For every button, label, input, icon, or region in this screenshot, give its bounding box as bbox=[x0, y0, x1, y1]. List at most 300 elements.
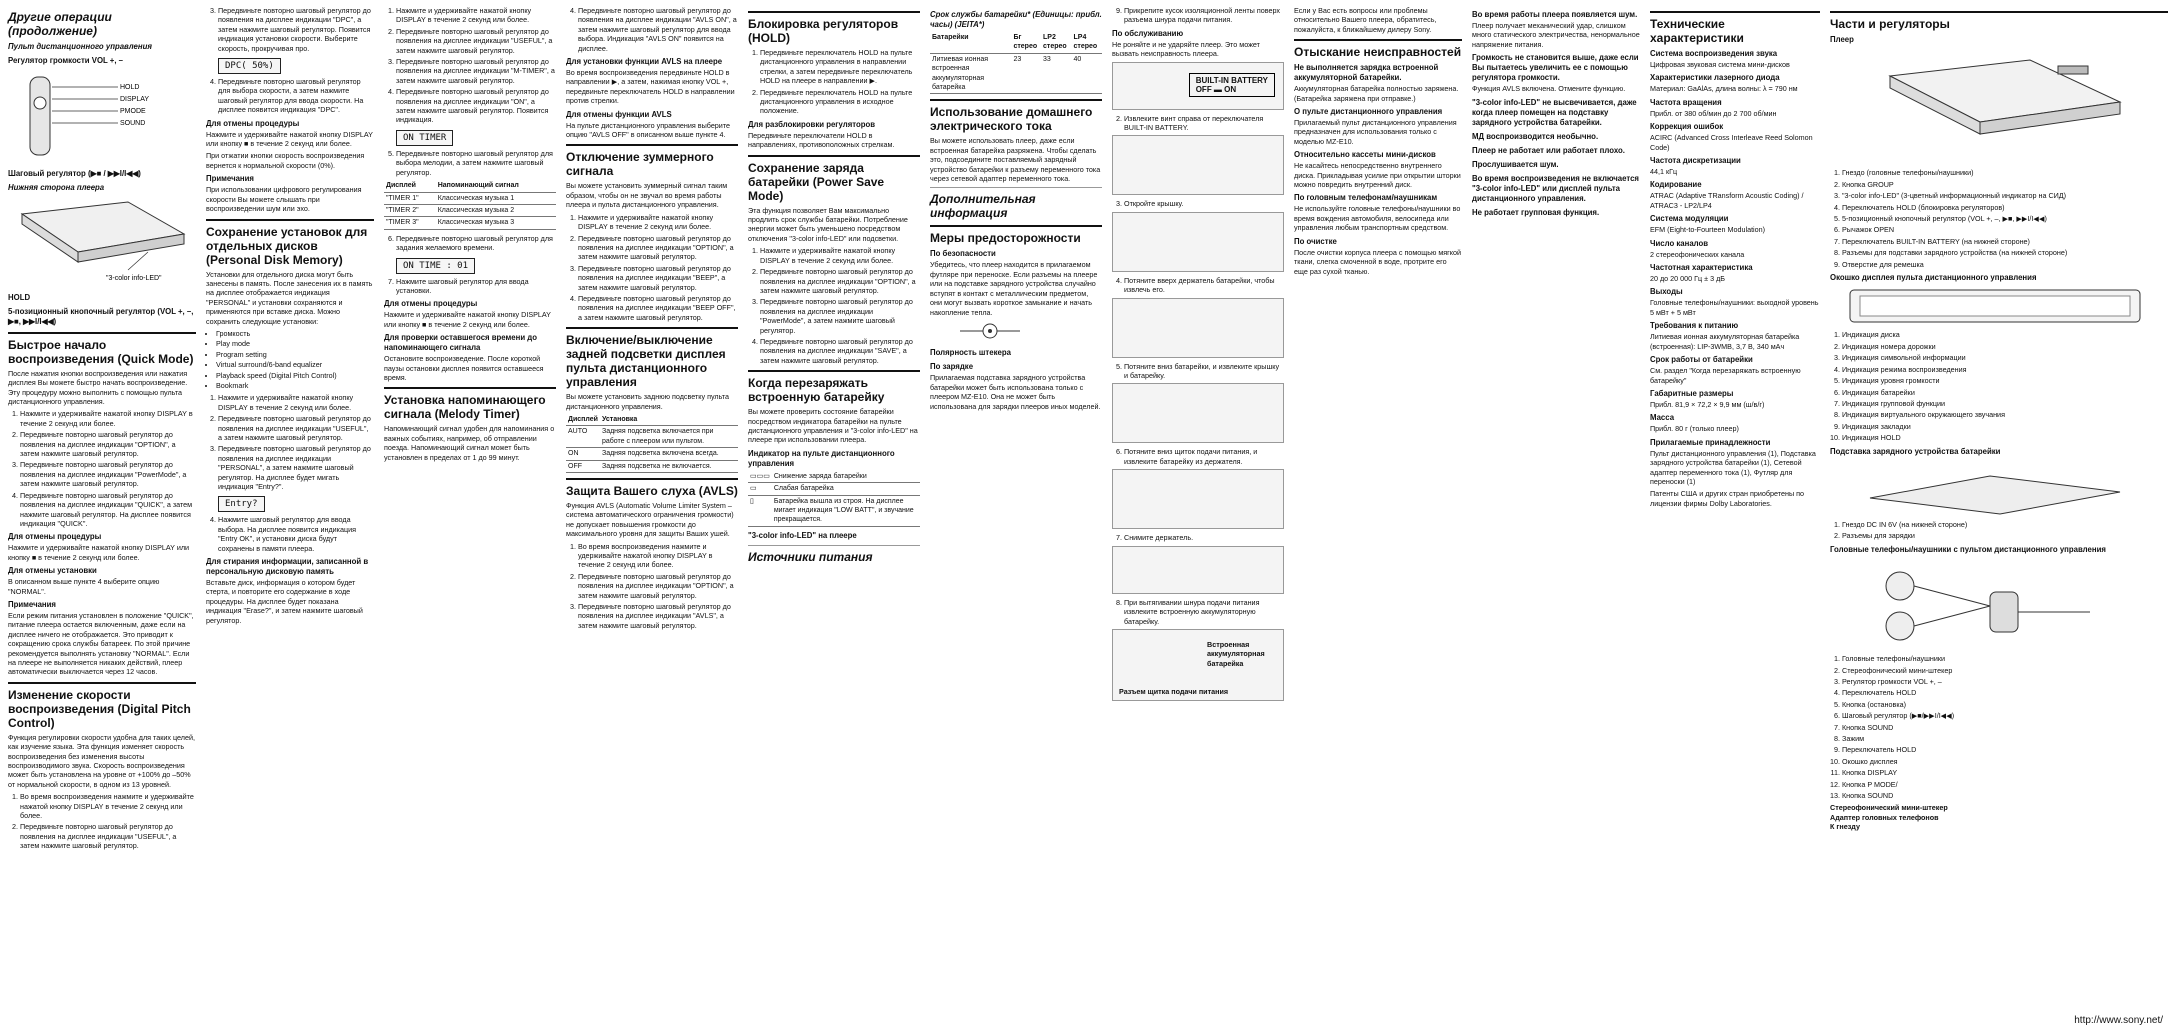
column-8 bbox=[1290, 6, 1466, 1026]
notes-text: Если режим питания установлен в положение "QUICK", питание плеера остается включенным, даже если на дисплее ничего не отображается. Это приводит к сокращению срока службы батареек. По этой причине рекомендуется выполнять установку "NORMAL". Если на плеере не выполняется никаких действий, плеер автоматически выключается через 12 часов. bbox=[8, 610, 194, 677]
spec-heading: Система воспроизведения звука bbox=[1650, 49, 1778, 58]
table-row bbox=[930, 53, 1102, 94]
spec-value: ATRAC (Adaptive TRansform Acoustic Coding) / ATRAC3 - LP2/LP4 bbox=[1650, 191, 1804, 210]
trouble-text: Аккумуляторная батарейка полностью заряжена. (Батарейка заряжена при отправке.) bbox=[1294, 84, 1459, 103]
table-cell: Классическая музыка 1 bbox=[436, 192, 556, 204]
notes-heading: Примечания bbox=[8, 599, 56, 609]
remote-part-item: 4. Переключатель HOLD bbox=[1842, 688, 2168, 697]
table-cell: 23 bbox=[1011, 53, 1041, 94]
removal-step: 4. Потяните вверх держатель батарейки, чтобы извлечь его. bbox=[1124, 276, 1284, 295]
memory-step: 3. Передвиньте повторно шаговый регулятор до появления на дисплее индикации "PERSONAL", а затем нажмите шаговый регулятор. На дисплее будет мигать индикация "Entry?". bbox=[218, 444, 374, 491]
remote-display-illustration bbox=[1830, 284, 2166, 328]
display-part-item: 4. Индикация режима воспроизведения bbox=[1842, 365, 2168, 374]
spec-list bbox=[1650, 49, 1820, 486]
window-heading: Окошко дисплея пульта дистанционного управления bbox=[1830, 273, 2037, 283]
pitch-steps bbox=[8, 792, 196, 850]
more-info-title: Дополнительная информация bbox=[930, 192, 1036, 221]
table-cell: 40 bbox=[1072, 53, 1103, 94]
dpc-steps-2 bbox=[206, 77, 374, 115]
trouble-heading: МД воспроизводится необычно. bbox=[1472, 131, 1599, 141]
avls-set-heading: Для установки функции AVLS на плеере bbox=[566, 57, 723, 67]
lcd-dpc: DPC( 50%) bbox=[218, 58, 281, 74]
column-5 bbox=[744, 6, 924, 1026]
table-cell: Классическая музыка 2 bbox=[436, 204, 556, 216]
memory-step: 1. Нажмите и удерживайте нажатой кнопку DISPLAY в течение 2 секунд или более. bbox=[218, 393, 374, 412]
table-cell: AUTO bbox=[566, 426, 600, 448]
table-row bbox=[384, 192, 556, 204]
backlight-table bbox=[566, 414, 738, 473]
player-items bbox=[1830, 168, 2168, 269]
trouble-heading: Плеер не работает или работает плохо. bbox=[1472, 145, 1625, 155]
hold-step: 1. Передвиньте переключатель HOLD на пульте дистанционного управления в направлении стрелки, а затем передвиньте переключатель HOLD на плеере в направлении ▶. bbox=[760, 48, 920, 86]
table-header: LP2 стерео bbox=[1041, 32, 1071, 53]
avls-step-item: 3. Передвиньте повторно шаговый регулятор до появления на дисплее индикации "AVLS", а затем нажмите шаговый регулятор. bbox=[578, 602, 738, 630]
avls-text: Функция AVLS (Automatic Volume Limiter System – система автоматического ограничения громкости) не допускает повышения громкости до максимального уровня для защиты Ваших ушей. bbox=[566, 501, 734, 539]
hold-label-2: HOLD bbox=[8, 292, 31, 302]
unlock-heading: Для разблокировки регуляторов bbox=[748, 119, 876, 129]
spec-heading: Частотная характеристика bbox=[1650, 263, 1753, 273]
removal-steps-6 bbox=[1112, 533, 1284, 542]
quick-mode-text: После нажатия кнопки воспроизведения или нажатия дисплея Вы можете быстро начать воспроизведение. Эту процедуру можно выполнить с помощью пульта дистанционного управления. bbox=[8, 368, 188, 407]
home-current-title: Использование домашнего электрического тока bbox=[930, 105, 1093, 134]
player-part-item: 8. Разъемы для подставки зарядного устройства (на нижней стороне) bbox=[1842, 248, 2168, 257]
rc-heading: Головные телефоны/наушники с пультом дистанционного управления bbox=[1830, 544, 2106, 554]
removal-steps-5 bbox=[1112, 447, 1284, 466]
melody-table bbox=[384, 180, 556, 230]
notes-heading: Примечания bbox=[206, 174, 254, 184]
column-3 bbox=[380, 6, 560, 1026]
spec-value: Прибл. 81,9 × 72,2 × 9,9 мм (ш/в/г) bbox=[1650, 399, 1765, 409]
timer-steps bbox=[384, 6, 556, 125]
table-cell: ON bbox=[566, 448, 600, 460]
battery-life-table bbox=[930, 32, 1102, 94]
trouble-text: После очистки корпуса плеера с помощью мягкой ткани, слегка смоченной в воде, протрите его еще раз сухой тканью. bbox=[1294, 247, 1462, 276]
trouble-text: Не касайтесь непосредственно внутреннего диска. Прикладывая усилие при открытии шторки можно повредить внутренний диск. bbox=[1294, 161, 1461, 190]
column-10 bbox=[1646, 6, 1824, 1026]
quick-step: 4. Передвиньте повторно шаговый регулятор до появления на дисплее индикации "QUICK", а затем нажмите шаговый регулятор. На дисплее появится индикация "QUICK". bbox=[20, 491, 196, 529]
column-7 bbox=[1108, 6, 1288, 1026]
memory-list bbox=[206, 329, 374, 390]
table-header: LP4 стерео bbox=[1072, 32, 1103, 53]
spec-heading: Выходы bbox=[1650, 287, 1683, 297]
beep-title: Отключение зуммерного сигнала bbox=[566, 150, 714, 179]
avls-set-text: Во время воспроизведения передвиньте HOLD в направлении ▶, а затем, нажимая кнопку VOL +, передвиньте переключатель HOLD в направлении против стрелки. bbox=[566, 68, 735, 106]
memory-item: • Playback speed (Digital Pitch Control) bbox=[216, 371, 374, 380]
spec-value: Литиевая ионная аккумуляторная батарейка (встроенная): LIP-3WMB, 3,7 В, 340 мАч bbox=[1650, 332, 1800, 351]
remote-part-item: 10. Окошко дисплея bbox=[1842, 757, 2168, 766]
avls-steps bbox=[566, 542, 738, 631]
erase-text: Вставьте диск, информация о котором будет стерта, и повторите его содержание в ходе процедуры. На дисплее будет показана индикация "Erase?", и затем нажмите шаговый регулятор. bbox=[206, 578, 363, 625]
remote-part-item: 6. Шаговый регулятор (▶■/▶▶I/I◀◀) bbox=[1842, 711, 2168, 720]
battery-low-icon: ▭ bbox=[748, 483, 772, 495]
beep-step: 2. Передвиньте повторно шаговый регулятор до появления на дисплее индикации "OPTION", а затем нажмите шаговый регулятор. bbox=[578, 234, 738, 262]
spec-heading: Срок работы от батарейки bbox=[1650, 355, 1753, 365]
spec-heading: Кодирование bbox=[1650, 180, 1702, 190]
column-11 bbox=[1826, 6, 2172, 1026]
table-cell: Батарейка вышла из строя. На дисплее мигает индикация "LOW BATT", и звучание прекращается. bbox=[772, 495, 920, 526]
player-part-item: 4. Переключатель HOLD (блокировка регуляторов) bbox=[1842, 203, 2168, 212]
volume-label: Регулятор громкости VOL +, – bbox=[8, 56, 124, 65]
column-4 bbox=[562, 6, 742, 1026]
quick-step: 1. Нажмите и удерживайте нажатой кнопку DISPLAY в течение 2 секунд или более. bbox=[20, 409, 196, 428]
charge-title: Когда перезаряжать встроенную батарейку bbox=[748, 376, 885, 405]
remote-part-item: 11. Кнопка DISPLAY bbox=[1842, 768, 2168, 777]
spec-heading: Коррекция ошибок bbox=[1650, 122, 1724, 132]
remote-part-item: 7. Кнопка SOUND bbox=[1842, 723, 2168, 732]
lcd-entry: Entry? bbox=[218, 496, 265, 512]
cancel2-text: В описанном выше пункте 4 выберите опцию "NORMAL". bbox=[8, 577, 160, 596]
removal-step: 6. Потяните вниз щиток подачи питания, и извлеките батарейку из держателя. bbox=[1124, 447, 1284, 466]
player-part-item: 3. "3-color info-LED" (3-цветный информационный индикатор на СИД) bbox=[1842, 191, 2168, 200]
spec-value: Головные телефоны/наушники: выходной уровень 5 мВт + 5 мВт bbox=[1650, 298, 1819, 317]
step-figure bbox=[1112, 298, 1284, 358]
pitch-title: Изменение скорости воспроизведения (Digital Pitch Control) bbox=[8, 687, 191, 730]
player-part-item: 2. Кнопка GROUP bbox=[1842, 180, 2168, 189]
trouble-text: Прилагаемый пульт дистанционного управления предназначен для использования только с моделью MZ-E10. bbox=[1294, 118, 1457, 146]
trouble-text: Плеер получает механический удар, слишком много статического электричества, ненормальное напряжение питания. bbox=[1472, 21, 1640, 49]
timer-steps-2 bbox=[384, 149, 556, 177]
table-cell: 33 bbox=[1041, 53, 1071, 94]
trouble-heading: Громкость не становится выше, даже если Вы пытаетесь увеличить ее с помощью регулятора громкости. bbox=[1472, 53, 1639, 83]
remote-part-item: 9. Переключатель HOLD bbox=[1842, 745, 2168, 754]
table-header: Установка bbox=[600, 414, 738, 426]
melody-text: Напоминающий сигнал удобен для напоминания о важных событиях, например, об отправлении поезда. Напоминающий сигнал может быть установлен в пределах от 1 до 99 минут. bbox=[384, 424, 555, 462]
beep-steps bbox=[566, 213, 738, 322]
column-9 bbox=[1468, 6, 1644, 1026]
removal-steps-4 bbox=[1112, 362, 1284, 381]
table-cell: Литиевая ионная встроенная аккумуляторная батарейка bbox=[930, 53, 1011, 94]
battery-figure bbox=[1112, 629, 1284, 701]
table-header: Напоминающий сигнал bbox=[436, 180, 556, 192]
display-label: DISPLAY bbox=[120, 96, 150, 103]
memory-item: • Play mode bbox=[216, 339, 374, 348]
display-part-item: 1. Индикация диска bbox=[1842, 330, 2168, 339]
backlight-title: Включение/выключение задней подсветки дисплея пульта дистанционного управления bbox=[566, 333, 726, 390]
cancel-text: Нажмите и удерживайте нажатой кнопку DISPLAY или кнопку ■ в течение 2 секунд или более. bbox=[384, 310, 551, 329]
remote-caption: Пульт дистанционного управления bbox=[8, 42, 152, 51]
connector-label: Разъем щитка подачи питания bbox=[1119, 686, 1229, 696]
table-header: Батарейки bbox=[930, 32, 1011, 53]
remote-part-item: 13. Кнопка SOUND bbox=[1842, 791, 2168, 800]
removal-step: 8. При вытягивании шнура подачи питания извлеките встроенную аккумуляторную батарейку. bbox=[1124, 598, 1284, 626]
trouble-heading: Во время воспроизведения не включается "3-color info-LED" или дисплей пульта дистанционного управления. bbox=[1472, 173, 1639, 203]
table-cell: Задняя подсветка включается при работе с плеером или пультом. bbox=[600, 426, 738, 448]
table-row bbox=[566, 460, 738, 472]
spec-heading: Система модуляции bbox=[1650, 214, 1729, 224]
power-save-step: 2. Передвиньте повторно шаговый регулятор до появления на дисплее индикации "OPTION", а затем нажмите шаговый регулятор. bbox=[760, 267, 920, 295]
safety-heading: По безопасности bbox=[930, 249, 996, 259]
erase-heading: Для стирания информации, записанной в персональную дисковую память bbox=[206, 557, 369, 577]
info-text: При отжатии кнопки скорость воспроизведения вернется к нормальной скорости (0%). bbox=[206, 151, 365, 170]
removal-steps-2 bbox=[1112, 199, 1284, 208]
column-6 bbox=[926, 6, 1106, 1026]
table-cell: Снижение заряда батарейки bbox=[772, 471, 920, 483]
spec-value: ACIRC (Advanced Cross Interleave Reed Solomon Code) bbox=[1650, 133, 1813, 152]
sound-label: SOUND bbox=[120, 120, 146, 127]
memory-item: • Bookmark bbox=[216, 381, 374, 390]
avls-off-text: На пульте дистанционного управления выберите опцию "AVLS OFF" в описанном выше пункте 4. bbox=[566, 120, 731, 140]
power-save-steps bbox=[748, 246, 920, 365]
check-text: Остановите воспроизведение. После короткой паузы остановки дисплея появится оставшееся время. bbox=[384, 354, 544, 382]
step-figure bbox=[1112, 469, 1284, 529]
table-row bbox=[566, 448, 738, 460]
tape-step-item: 9. Прикрепите кусок изоляционной ленты поверх разъема шнура подачи питания. bbox=[1124, 6, 1284, 25]
remote-part-item: 1. Головные телефоны/наушники bbox=[1842, 654, 2168, 663]
table-cell: Слабая батарейка bbox=[772, 483, 920, 495]
specs-title: Технические характеристики bbox=[1650, 17, 1744, 45]
spec-value: 44,1 кГц bbox=[1650, 167, 1678, 177]
memory-step: 2. Передвиньте повторно шаговый регулятор до появления на дисплее индикации "USEFUL", а затем нажмите шаговый регулятор. bbox=[218, 414, 374, 442]
player-part-item: 7. Переключатель BUILT-IN BATTERY (на нижней стороне) bbox=[1842, 237, 2168, 246]
table-cell: "TIMER 1" bbox=[384, 192, 436, 204]
hold-steps bbox=[748, 48, 920, 116]
removal-step: 2. Извлеките винт справа от переключателя BUILT-IN BATTERY. bbox=[1124, 114, 1284, 133]
beep-step: 1. Нажмите и удерживайте нажатой кнопку DISPLAY в течение 2 секунд или более. bbox=[578, 213, 738, 232]
notes-text: При использовании цифрового регулирования скорости Вы можете слышать при воспроизведении шум или эхо. bbox=[206, 185, 362, 214]
memory-item: • Virtual surround/6-band equalizer bbox=[216, 360, 374, 369]
pitch-step: 1. Во время воспроизведения нажмите и удерживайте нажатой кнопку DISPLAY в течение 2 секунд или более. bbox=[20, 792, 196, 820]
table-row bbox=[566, 426, 738, 448]
pitch-step: 2. Передвиньте повторно шаговый регулятор до появления на дисплее индикации "USEFUL", а затем нажмите шаговый регулятор. bbox=[20, 822, 196, 850]
pmode-label: PMODE bbox=[120, 108, 146, 115]
removal-steps bbox=[1112, 114, 1284, 133]
timer-step: 6. Передвиньте повторно шаговый регулятор для задания желаемого времени. bbox=[396, 234, 556, 253]
table-cell: Классическая музыка 3 bbox=[436, 217, 556, 229]
battery-switch-figure bbox=[1112, 62, 1284, 110]
remote-part-item: 8. Зажим bbox=[1842, 734, 2168, 743]
quick-steps bbox=[8, 409, 196, 528]
rc-items bbox=[1830, 654, 2168, 800]
parts-title: Части и регуляторы bbox=[1830, 17, 1950, 31]
cancel-heading: Для отмены процедуры bbox=[206, 118, 300, 128]
lcd-on-time: ON TIME : 01 bbox=[396, 258, 475, 274]
battery-label: Встроенная аккумуляторная батарейка bbox=[1207, 639, 1265, 668]
display-part-item: 10. Индикация HOLD bbox=[1842, 433, 2168, 442]
table-cell: "TIMER 3" bbox=[384, 217, 436, 229]
trouble-heading: Прослушивается шум. bbox=[1472, 159, 1559, 169]
player-bottom-illustration bbox=[8, 194, 196, 286]
trouble-heading: Не работает групповая функция. bbox=[1472, 207, 1600, 217]
player-part-item: 6. Рычажок OPEN bbox=[1842, 225, 2168, 234]
spec-value: Прибл. 80 г (только плеер) bbox=[1650, 424, 1739, 434]
display-part-item: 8. Индикация виртуального окружающего звучания bbox=[1842, 410, 2168, 419]
remote-control-illustration bbox=[8, 67, 196, 163]
table-row bbox=[748, 483, 920, 495]
removal-step: 5. Потяните вниз батарейки, и извлеките крышку и батарейку. bbox=[1124, 362, 1284, 381]
charge-text: Прилагаемая подставка зарядного устройства батарейки может быть использована только с плеером MZ-E10. Она не может быть использована для зарядки плееров иных моделей. bbox=[930, 373, 1101, 411]
trouble-heading: О пульте дистанционного управления bbox=[1294, 107, 1443, 117]
hold-title: Блокировка регуляторов (HOLD) bbox=[748, 17, 899, 45]
remote-part-item: 12. Кнопка P MODE/ bbox=[1842, 780, 2168, 789]
battery-indicator-table bbox=[748, 471, 920, 527]
table-row bbox=[748, 471, 920, 483]
charge-text: Вы можете проверить состояние батарейки посредством индикатора батарейки на пульте дистанционного управления и "3-color info-LED" на плеере при использовании плеера. bbox=[748, 407, 918, 445]
trouble-text: Функция AVLS включена. Отмените функцию. bbox=[1472, 84, 1626, 94]
spec-value: Цифровая звуковая система мини-дисков bbox=[1650, 60, 1790, 69]
spec-value: Материал: GaAlAs, длина волны: λ = 790 нм bbox=[1650, 84, 1798, 94]
display-part-item: 6. Индикация батарейки bbox=[1842, 388, 2168, 397]
memory-text: Установки для отдельного диска могут быть занесены в память. После занесения их в память на дисплее отображается индикация "PERSONAL" и установки сохраняются и применяются при вставке диска. Можно сохранить следующие установки: bbox=[206, 269, 373, 326]
cancel2-heading: Для отмены установки bbox=[8, 566, 97, 576]
column-1 bbox=[4, 6, 200, 1026]
trouble-heading: "3-color info-LED" не высвечивается, даже когда плеер помещен на подставку зарядного устройства батарейки. bbox=[1472, 97, 1637, 127]
led-label: "3-color info-LED" bbox=[106, 275, 162, 283]
built-in-battery-switch: BUILT-IN BATTERY OFF ▬ ON bbox=[1189, 73, 1275, 98]
headphones-remote-illustration bbox=[1830, 556, 2166, 652]
player-part-item: 9. Отверстие для ремешка bbox=[1842, 260, 2168, 269]
step-figure bbox=[1112, 135, 1284, 195]
timer-step: 5. Передвиньте повторно шаговый регулятор для выбора мелодии, а затем нажмите шаговый регулятор. bbox=[396, 149, 556, 177]
timer-steps-3 bbox=[384, 234, 556, 253]
home-current-text: Вы можете использовать плеер, даже если встроенная батарейка разряжена. Чтобы сделать это, подсоедините поставляемый зарядный устройство батарейки к разъему переменного тока через сетевой адаптер переменного тока. bbox=[930, 136, 1101, 184]
care-text: Не роняйте и не ударяйте плеер. Это может вызвать неисправность плеера. bbox=[1112, 39, 1260, 59]
battery-life-heading: Срок службы батарейки* (Единицы: прибл. часы) (JEITA*) bbox=[930, 10, 1102, 29]
removal-steps-7 bbox=[1112, 598, 1284, 626]
hold-step: 2. Передвиньте переключатель HOLD на пульте дистанционного управления в исходное положение. bbox=[760, 88, 920, 116]
led2-heading: "3-color info-LED" на плеере bbox=[748, 530, 857, 540]
window-items bbox=[1830, 330, 2168, 442]
dpc-step: 3. Передвиньте повторно шаговый регулятор до появления на дисплее индикации "DPC", а затем нажмите шаговый регулятор. Появится индикация установки скорости. Выберите скорость, прокручивая про. bbox=[218, 6, 374, 53]
patents-text: Патенты США и других стран приобретены по лицензии фирмы Dolby Laboratories. bbox=[1650, 489, 1805, 508]
avls-off-heading: Для отмены функции AVLS bbox=[566, 109, 672, 119]
player-illustration bbox=[1830, 46, 2166, 166]
cancel-text: Нажмите и удерживайте нажатой кнопку DISPLAY или кнопку ■ в течение 2 секунд или более. bbox=[206, 129, 373, 149]
dpc-step: 4. Передвиньте повторно шаговый регулятор для выбора скорости, а затем нажмите шаговый регулятор для ввода скорости. На дисплее появится индикация "DPC". bbox=[218, 77, 374, 115]
display-part-item: 2. Индикация номера дорожки bbox=[1842, 342, 2168, 351]
spec-heading: Частота дискретизации bbox=[1650, 156, 1741, 166]
avls-step-item: 4. Передвиньте повторно шаговый регулятор до появления на дисплее индикации "AVLS ON", а затем нажмите шаговый регулятор для ввода выбора. Индикация "AVLS ON" появится на дисплее. bbox=[578, 6, 738, 53]
power-save-step: 4. Передвиньте повторно шаговый регулятор до появления на дисплее индикации "SAVE", а затем нажмите шаговый регулятор. bbox=[760, 337, 920, 365]
player-part-item: 1. Гнездо (головные телефоны/наушники) bbox=[1842, 168, 2168, 177]
player-heading: Плеер bbox=[1830, 35, 1854, 44]
trouble-heading: По очистке bbox=[1294, 236, 1337, 246]
battery-empty-icon: ▯ bbox=[748, 495, 772, 526]
spec-value: 2 стереофонических канала bbox=[1650, 249, 1745, 259]
avls-step bbox=[566, 6, 738, 53]
table-header: Дисплей bbox=[384, 180, 436, 192]
quick-step: 2. Передвиньте повторно шаговый регулятор до появления на дисплее индикации "OPTION", а затем нажмите шаговый регулятор. bbox=[20, 430, 196, 458]
battery-full-icon: ▭▭▭ bbox=[748, 471, 772, 483]
table-header: Дисплей bbox=[566, 414, 600, 426]
switch-title: BUILT-IN BATTERY bbox=[1195, 75, 1268, 85]
memory-item: • Громкость bbox=[216, 329, 374, 338]
backlight-text: Вы можете установить заднюю подсветку пульта дистанционного управления. bbox=[566, 392, 730, 411]
avls-step-item: 2. Передвиньте повторно шаговый регулятор до появления на дисплее индикации "OPTION", а затем нажмите шаговый регулятор. bbox=[578, 572, 738, 600]
timer-step: 1. Нажмите и удерживайте нажатой кнопку DISPLAY в течение 2 секунд или более. bbox=[396, 6, 556, 25]
quick-mode-title: Быстрое начало воспроизведения (Quick Mode) bbox=[8, 337, 194, 366]
display-part-item: 7. Индикация групповой функции bbox=[1842, 399, 2168, 408]
bottom-caption: Нижняя сторона плеера bbox=[8, 183, 105, 193]
pitch-text: Функция регулировки скорости удобна для таких целей, как изучение языка. Эта функция изменяет скорость воспроизведения без изменения высоты воспроизводимого звука. Скорость воспроизведения может быть установлена на уровне от +100% до –50% от нормальной скорости, в одном из 13 уровней. bbox=[8, 732, 195, 789]
knob5-label: 5-позиционный кнопочный регулятор (VOL +, –, ▶■, ▶▶I/I◀◀) bbox=[8, 306, 194, 326]
hold-label: HOLD bbox=[120, 84, 140, 91]
display-part-item: 5. Индикация уровня громкости bbox=[1842, 376, 2168, 385]
step-figure bbox=[1112, 546, 1284, 594]
section-title: Другие операции (продолжение) bbox=[8, 10, 112, 38]
trouble-text: Не используйте головные телефоны/наушники во время вождения автомобиля, велосипеда или управления любым транспортным средством. bbox=[1294, 204, 1461, 233]
remote-part-item: 2. Стереофонический мини-штекер bbox=[1842, 666, 2168, 675]
removal-steps-3 bbox=[1112, 276, 1284, 295]
sony-url: http://www.sony.net/ bbox=[2074, 1015, 2163, 1026]
timer-steps-4 bbox=[384, 277, 556, 296]
safety-text: Убедитесь, что плеер находится в прилагаемом футляре при переноске. Если разъемы на плеере или на подставке зарядного устройства случайно вступят в контакт с металлическим предметом, они могут вызвать короткое замыкание и начать накопление тепла. bbox=[930, 260, 1098, 317]
knob-label: Шаговый регулятор (▶■ / ▶▶I/I◀◀) bbox=[8, 169, 141, 179]
spec-value: Прибл. от 380 об/мин до 2 700 об/мин bbox=[1650, 108, 1777, 118]
power-sources-title: Источники питания bbox=[748, 549, 873, 564]
spec-value: См. раздел "Когда перезаряжать встроенную батарейку" bbox=[1650, 366, 1801, 385]
memory-title: Сохранение установок для отдельных дисков (Personal Disk Memory) bbox=[206, 224, 368, 267]
switch-off-label: OFF bbox=[1195, 85, 1212, 95]
remote-part-item: 5. Кнопка (остановка) bbox=[1842, 700, 2168, 709]
melody-title: Установка напоминающего сигнала (Melody Timer) bbox=[384, 393, 546, 422]
polarity-label: Полярность штекера bbox=[930, 348, 1011, 358]
memory-steps bbox=[206, 393, 374, 491]
table-row bbox=[384, 204, 556, 216]
avls-step-item: 1. Во время воспроизведения нажмите и удерживайте нажатой кнопку DISPLAY в течение 2 секунд или более. bbox=[578, 542, 738, 570]
trouble-heading: Не выполняется зарядка встроенной аккумуляторной батарейки. bbox=[1294, 63, 1439, 83]
spec-heading: Характеристики лазерного диода bbox=[1650, 73, 1780, 83]
trouble-heading: По головным телефонам/наушникам bbox=[1294, 193, 1438, 203]
timer-step: 2. Передвиньте повторно шаговый регулятор до появления на дисплее индикации "USEFUL", а затем нажмите шаговый регулятор. bbox=[396, 27, 556, 55]
remote-part-item: 3. Регулятор громкости VOL +, – bbox=[1842, 677, 2168, 686]
adapter-label: Стереофонический мини-штекер bbox=[1830, 803, 1948, 813]
table-row bbox=[384, 217, 556, 229]
removal-step: 7. Снимите держатель. bbox=[1124, 533, 1284, 542]
spec-value: EFM (Eight-to-Fourteen Modulation) bbox=[1650, 225, 1766, 235]
stand-heading: Подставка зарядного устройства батарейки bbox=[1830, 446, 2001, 456]
plug-label: К гнезду bbox=[1830, 822, 1860, 832]
cancel-heading: Для отмены процедуры bbox=[384, 299, 478, 309]
table-cell: "TIMER 2" bbox=[384, 204, 436, 216]
power-save-text: Эта функция позволяет Вам максимально продлить срок службы батарейки. Потребление энергии может быть уменьшено посредством отключения "3-color info-LED" или подсветки. bbox=[748, 205, 908, 243]
troubleshooting-title: Отыскание неисправностей bbox=[1294, 45, 1462, 60]
trouble-heading: Относительно кассеты мини-дисков bbox=[1294, 150, 1436, 160]
timer-step: 3. Передвиньте повторно шаговый регулятор до появления на дисплее индикации "M-TIMER", а затем нажмите шаговый регулятор. bbox=[396, 57, 556, 85]
trouble-heading: Во время работы плеера появляется шум. bbox=[1472, 10, 1638, 19]
tape-step bbox=[1112, 6, 1284, 25]
spec-heading: Масса bbox=[1650, 413, 1675, 423]
unlock-text: Передвиньте переключатели HOLD в направлениях, противоположных стрелкам. bbox=[748, 130, 895, 150]
display-part-item: 9. Индикация закладки bbox=[1842, 422, 2168, 431]
timer-step: 4. Передвиньте повторно шаговый регулятор до появления на дисплее индикации "ON", а затем нажмите шаговый регулятор. Появится индикация. bbox=[396, 87, 556, 125]
stand-items bbox=[1830, 520, 2168, 541]
plug-polarity-illustration bbox=[930, 320, 1100, 342]
spec-heading: Число каналов bbox=[1650, 238, 1709, 248]
dpc-steps bbox=[206, 6, 374, 53]
player-part-item: 5. 5-позиционный кнопочный регулятор (VOL +, –, ▶■, ▶▶I/I◀◀) bbox=[1842, 214, 2168, 223]
power-save-step: 1. Нажмите и удерживайте нажатой кнопку DISPLAY в течение 2 секунд или более. bbox=[760, 246, 920, 265]
memory-step: 4. Нажмите шаговый регулятор для ввода выбора. На дисплее появится индикация "Entry OK", и установки диска будут сохранены в памяти плеера. bbox=[218, 515, 374, 553]
led-heading: Индикатор на пульте дистанционного управления bbox=[748, 448, 895, 468]
cancel-heading: Для отмены процедуры bbox=[8, 532, 102, 542]
charging-stand-illustration bbox=[1830, 458, 2166, 518]
charge-heading: По зарядке bbox=[930, 362, 974, 372]
adapter-label-2: Адаптер головных телефонов bbox=[1830, 812, 1939, 822]
spec-heading: Габаритные размеры bbox=[1650, 388, 1734, 398]
spec-heading: Частота вращения bbox=[1650, 97, 1722, 107]
intro-text: Если у Вас есть вопросы или проблемы относительно Вашего плеера, обратитесь, пожалуйста, к ближайшему дилеру Sony. bbox=[1294, 6, 1437, 34]
column-2 bbox=[202, 6, 378, 1026]
spec-value: 20 до 20 000 Гц ± 3 дБ bbox=[1650, 274, 1726, 284]
care-heading: По обслуживанию bbox=[1112, 28, 1184, 38]
avls-title: Защита Вашего слуха (AVLS) bbox=[566, 484, 738, 498]
safety-title: Меры предосторожности bbox=[930, 231, 1081, 246]
stand-part-item: 1. Гнездо DC IN 6V (на нижней стороне) bbox=[1842, 520, 2168, 529]
timer-step: 7. Нажмите шаговый регулятор для ввода установки. bbox=[396, 277, 556, 296]
beep-step: 3. Передвиньте повторно шаговый регулятор до появления на дисплее индикации "BEEP", а затем нажмите шаговый регулятор. bbox=[578, 264, 738, 292]
spec-heading: Прилагаемые принадлежности bbox=[1650, 437, 1771, 447]
step-figure bbox=[1112, 212, 1284, 272]
